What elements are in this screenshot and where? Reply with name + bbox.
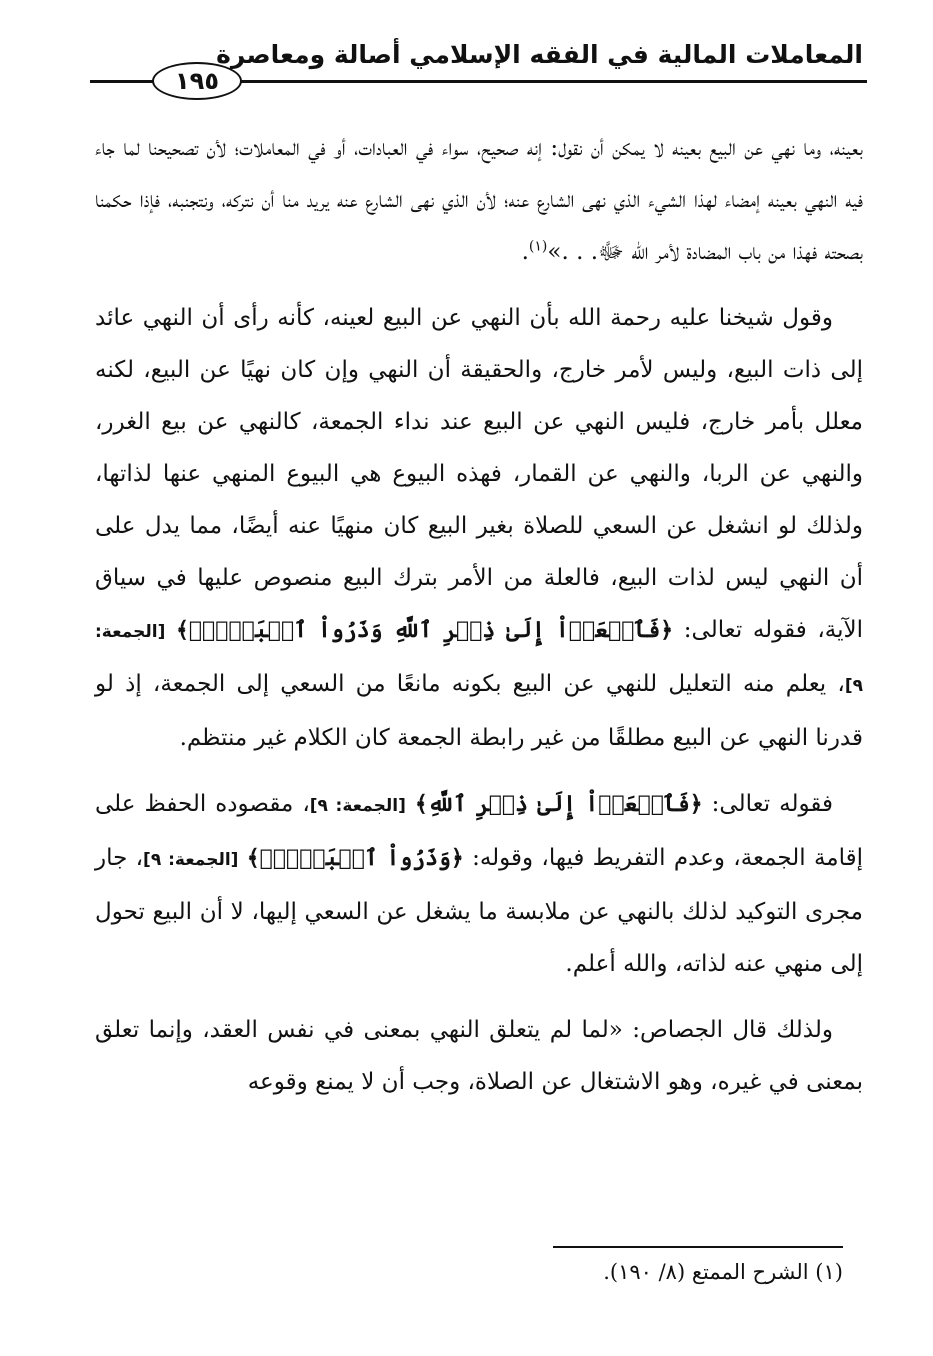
page-number-badge bbox=[152, 62, 242, 100]
quran-verse: ﴿فَٱسۡعَوۡاْ إِلَىٰ ذِكۡرِ ٱللَّهِ وَذَرُواْ ٱلۡبَيۡعَۚ﴾ bbox=[175, 617, 674, 643]
paragraph-2-text-b: ، يعلم منه التعليل للنهي عن البيع بكونه مانعًا من السعي إلى الجمعة، إذ لو قدرنا النهي عن البيع مطلقًا من غير رابطة الجمعة كان الكلام غير منتظم. bbox=[95, 671, 863, 751]
quran-verse: ﴿فَٱسۡعَوۡاْ إِلَىٰ ذِكۡرِ ٱللَّهِ﴾ bbox=[414, 791, 703, 817]
verse-reference: [الجمعة: ٩] bbox=[309, 796, 406, 816]
paragraph-4-text: ولذلك قال الجصاص: «لما لم يتعلق النهي بمعنى في نفس العقد، وإنما تعلق بمعنى في غيره، وهو الاشتغال عن الصلاة، وجب أن لا يمنع وقوعه bbox=[95, 1017, 863, 1095]
paragraph-1 bbox=[95, 122, 863, 278]
quran-verse: ﴿وَذَرُواْ ٱلۡبَيۡعَۚ﴾ bbox=[246, 845, 464, 871]
page-number: ١٩٥ bbox=[175, 67, 219, 95]
paragraph-3-text-b: ، مقصوده الحفظ على إقامة الجمعة، وعدم التفريط فيها، وقوله: bbox=[95, 791, 863, 871]
paragraph-3-text-a: فقوله تعالى: bbox=[702, 791, 833, 817]
paragraph-4 bbox=[95, 1004, 863, 1108]
running-title: المعاملات المالية في الفقه الإسلامي أصالة ومعاصرة bbox=[216, 40, 863, 69]
paragraph-2 bbox=[95, 292, 863, 764]
paragraph-1-end: . bbox=[521, 239, 529, 265]
footnote-rule bbox=[553, 1246, 843, 1248]
paragraph-3 bbox=[95, 778, 863, 990]
paragraph-2-text-a: وقول شيخنا عليه رحمة الله بأن النهي عن البيع لعينه، كأنه رأى أن النهي عائد إلى ذات البيع، وليس لأمر خارج، والحقيقة أن النهي وإن كان نهيًا عن البيع، لكنه معلل بأمر خارج، فليس النهي عن البيع عند نداء الجمعة، كالنهي عن بيع الغرر، والنهي عن الربا، والنهي عن القمار، فهذه البيوع هي البيوع المنهي عنها لذاتها، ولذلك لو انشغل عن السعي للصلاة بغير البيع كان منهيًا عنه أيضًا، مما يدل على أن النهي ليس لذات البيع، فالعلة من الأمر بترك البيع منصوص عليها في سياق الآية، فقوله تعالى: bbox=[95, 305, 863, 643]
footnote-marker: (١) bbox=[528, 238, 548, 255]
verse-reference: [الجمعة: ٩] bbox=[143, 850, 239, 870]
paragraph-3-text-c: ، جار مجرى التوكيد لذلك بالنهي عن ملابسة ما يشغل عن السعي إليها، لا أن البيع تحول إلى منهي عنه لذاته، والله أعلم. bbox=[95, 845, 863, 977]
paragraph-1-text: بعينه، وما نهي عن البيع بعينه لا يمكن أن نقول: إنه صحيح، سواء في العبادات، أو في المعاملات؛ لأن تصحيحنا لما جاء فيه النهي بعينه إمضاء لهذا الشيء الذي نهى الشارع عنه؛ لأن الذي نهى الشارع عنه يريد منا أن نتركه، ونتجنبه، فإذا حكمنا بصحته فهذا من باب المضادة لأمر الله ﷻ. . .» bbox=[95, 135, 863, 265]
footnote: (١) الشرح الممتع (٨/ ١٩٠). bbox=[603, 1260, 843, 1284]
verse-reference: [الجمعة: ٩] bbox=[95, 622, 863, 696]
body-text bbox=[95, 122, 863, 1122]
